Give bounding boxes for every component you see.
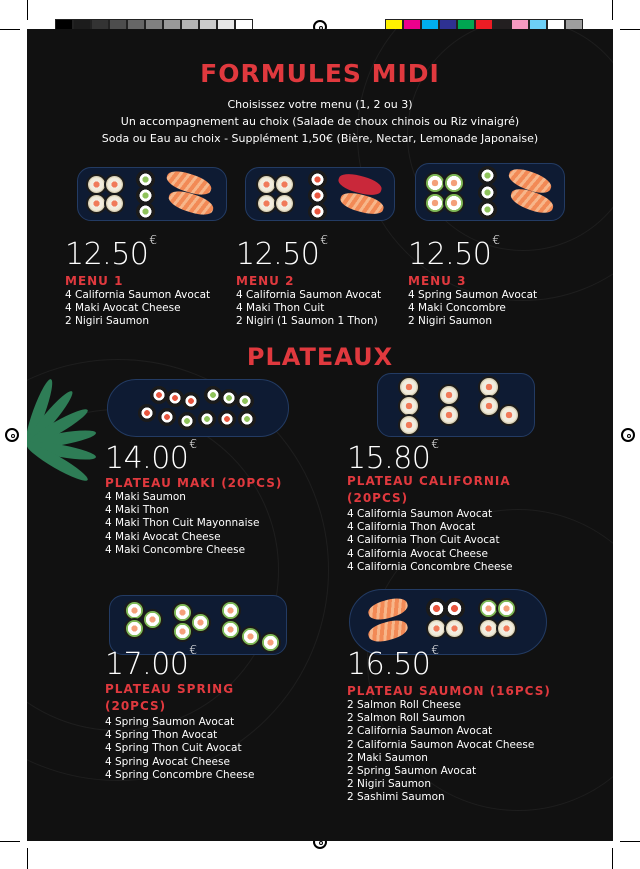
- plateau-item: 4 Maki Saumon: [105, 491, 186, 503]
- menu-name: MENU 3: [408, 274, 467, 288]
- crop-mark: [27, 848, 28, 869]
- crop-mark: [0, 841, 20, 842]
- plateau-name: [347, 473, 511, 507]
- plateau-items: [347, 699, 534, 805]
- intro-line: Choisissez votre menu (1, 2 ou 3): [227, 98, 413, 111]
- plateau-item: 4 Spring Concombre Cheese: [105, 768, 255, 781]
- plateau-item: 4 Spring Saumon Avocat: [105, 716, 235, 728]
- crop-mark: [620, 29, 640, 30]
- plateau-name-line: PLATEAU MAKI (20PCS): [105, 476, 283, 490]
- price-value: 17.00: [105, 647, 189, 682]
- plateau-item: 2 California Saumon Avocat: [347, 725, 493, 738]
- menu-items: [408, 289, 537, 329]
- plateau-price: [105, 643, 197, 682]
- plateau-item: 4 California Concombre Cheese: [347, 560, 513, 573]
- price-value: 16.50: [347, 647, 431, 682]
- menu-price: [408, 233, 500, 272]
- plateau-item: 4 Maki Concombre Cheese: [105, 543, 246, 556]
- plateau-name-line: (20PCS): [347, 491, 409, 505]
- plateau-item: 4 Spring Thon Cuit Avocat: [105, 742, 242, 755]
- plateau-item: 4 California Thon Avocat: [347, 521, 476, 534]
- menu-items: [236, 289, 381, 329]
- plateau-item: 2 Sashimi Saumon: [347, 791, 445, 804]
- menu-item: 2 Nigiri Saumon: [65, 315, 150, 328]
- menu-name: MENU 1: [65, 274, 124, 288]
- plateau-name: [105, 475, 282, 492]
- registration-mark-icon: [621, 428, 635, 442]
- plateaux-title: PLATEAUX: [246, 343, 394, 371]
- menu-name: MENU 2: [236, 274, 295, 288]
- plateau-spring-photo: [109, 595, 287, 655]
- price-value: 12.50: [408, 237, 492, 272]
- formules-intro: [27, 96, 613, 147]
- currency-symbol: €: [149, 233, 157, 247]
- plateau-item: 2 Nigiri Saumon: [347, 778, 432, 791]
- plateau-item: 4 Spring Avocat Cheese: [105, 755, 230, 768]
- plateau-item: 4 California Saumon Avocat: [347, 508, 493, 520]
- currency-symbol: €: [492, 233, 500, 247]
- menu-item: 4 Maki Concombre: [408, 302, 506, 315]
- menu-items: [65, 289, 210, 329]
- plateau-price: [105, 437, 197, 476]
- plateau-item: 4 California Avocat Cheese: [347, 547, 488, 560]
- currency-symbol: €: [189, 643, 197, 657]
- menu-page: [27, 29, 613, 841]
- plateau-name-line: PLATEAU SPRING: [105, 682, 235, 696]
- plateau-item: 2 Spring Saumon Avocat: [347, 765, 477, 778]
- price-value: 12.50: [236, 237, 320, 272]
- plateau-name-line: (20PCS): [105, 699, 167, 713]
- currency-symbol: €: [320, 233, 328, 247]
- plateau-item: 2 Salmon Roll Saumon: [347, 712, 466, 725]
- intro-line: Un accompagnement au choix (Salade de choux chinois ou Riz vinaigré): [120, 115, 520, 128]
- menu-item: 4 Spring Saumon Avocat: [408, 289, 538, 301]
- plateau-item: 2 California Saumon Avocat Cheese: [347, 738, 535, 751]
- crop-mark: [0, 29, 20, 30]
- plateau-saumon-photo: [349, 589, 547, 655]
- crop-mark: [612, 848, 613, 869]
- crop-mark: [620, 841, 640, 842]
- plateau-item: 4 California Thon Cuit Avocat: [347, 534, 500, 547]
- menu-item: 4 Maki Avocat Cheese: [65, 302, 181, 315]
- plateau-items: [347, 508, 512, 574]
- plateau-name-line: PLATEAU CALIFORNIA: [347, 474, 511, 488]
- menu-3-photo: [415, 163, 565, 221]
- plateau-item: 4 Maki Thon: [105, 504, 169, 517]
- menu-item: 2 Nigiri Saumon: [408, 315, 493, 328]
- crop-mark: [612, 0, 613, 20]
- menu-item: 4 Maki Thon Cuit: [236, 302, 325, 315]
- menu-price: [65, 233, 157, 272]
- intro-line: Soda ou Eau au choix - Supplément 1,50€ (Bière, Nectar, Lemonade Japonaise): [101, 132, 539, 145]
- plateau-item: 2 Salmon Roll Cheese: [347, 699, 461, 711]
- plateau-items: [105, 716, 254, 782]
- menu-item: 4 California Saumon Avocat: [236, 289, 382, 301]
- currency-symbol: €: [431, 643, 439, 657]
- plateau-item: 4 Maki Avocat Cheese: [105, 530, 221, 543]
- price-value: 15.80: [347, 441, 431, 476]
- plateau-name: [105, 681, 234, 715]
- plateau-item: 2 Maki Saumon: [347, 751, 428, 764]
- plateau-items: [105, 491, 259, 557]
- price-value: 12.50: [65, 237, 149, 272]
- plateau-maki-photo: [107, 379, 289, 437]
- currency-symbol: €: [431, 437, 439, 451]
- crop-mark: [27, 0, 28, 20]
- plateau-item: 4 Spring Thon Avocat: [105, 729, 218, 742]
- plateau-name-line: PLATEAU SAUMON (16PCS): [347, 684, 551, 698]
- price-value: 14.00: [105, 441, 189, 476]
- plateau-name: [347, 683, 551, 700]
- menu-item: 4 California Saumon Avocat: [65, 289, 211, 301]
- menu-2-photo: [245, 167, 395, 221]
- formules-title: FORMULES MIDI: [200, 59, 440, 88]
- plateau-california-photo: [377, 373, 535, 437]
- currency-symbol: €: [189, 437, 197, 451]
- registration-mark-icon: [5, 428, 19, 442]
- menu-1-photo: [77, 167, 227, 221]
- menu-item: 2 Nigiri (1 Saumon 1 Thon): [236, 315, 378, 328]
- plateau-price: [347, 643, 439, 682]
- plateau-price: [347, 437, 439, 476]
- menu-price: [236, 233, 328, 272]
- plateau-item: 4 Maki Thon Cuit Mayonnaise: [105, 517, 260, 530]
